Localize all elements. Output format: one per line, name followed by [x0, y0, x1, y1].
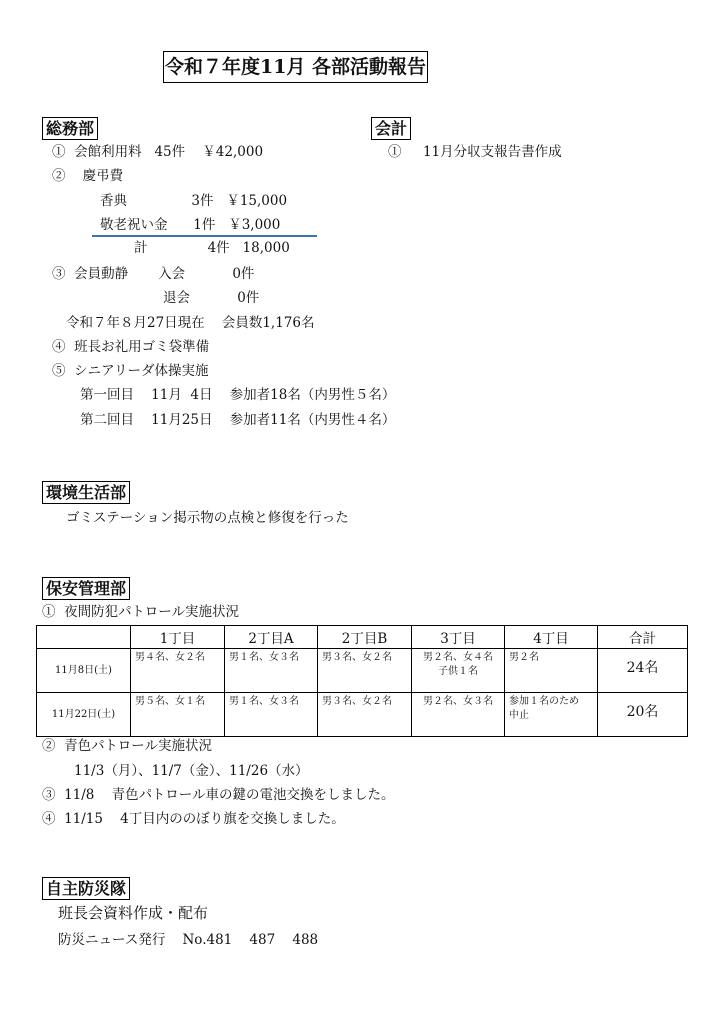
header-cell: 1丁目: [131, 626, 225, 649]
cell-line: 男２名、女３名: [423, 696, 493, 707]
total-cell: 20名: [598, 693, 688, 737]
cell-line: 男２名: [509, 652, 539, 663]
keirou-line: 敬老祝い金 1件 ￥3,000: [100, 217, 281, 233]
page-title: 令和７年度11月 各部活動報告: [163, 51, 428, 83]
cell-line: 中止: [509, 710, 529, 721]
round2-line: 第二回目 11月25日 参加者11名（内男性４名）: [80, 412, 396, 428]
date-cell: 11月8日(土): [37, 649, 131, 693]
header-cell: [37, 626, 131, 649]
table-cell: [412, 693, 505, 737]
section-heading-kaikei: 会計: [371, 117, 411, 140]
exercise-line: ⑤ シニアリーダ体操実施: [52, 363, 209, 379]
members-in-line: ③ 会員動静 入会 0件: [52, 266, 255, 282]
cell-line: 子供１名: [438, 666, 478, 677]
blue-patrol-dates: 11/3（月）、11/7（金）、11/26（水）: [74, 763, 309, 779]
member-count-line: 令和７年８月27日現在 会員数1,176名: [66, 315, 315, 331]
header-cell: 合計: [598, 626, 688, 649]
table-cell: 男４名、女２名: [131, 649, 225, 693]
total-cell: 24名: [598, 649, 688, 693]
header-cell: 2丁目B: [318, 626, 412, 649]
header-cell: 3丁目: [412, 626, 505, 649]
hall-fee-line: ① 会館利用料 45件 ￥42,000: [52, 144, 264, 160]
section-heading-bousai: 自主防災隊: [42, 877, 130, 900]
table-cell: 男３名、女２名: [318, 649, 412, 693]
table-header-row: [37, 626, 688, 649]
header-cell: 4丁目: [505, 626, 598, 649]
table-row: [37, 693, 688, 737]
total-line: 計 4件 18,000: [134, 240, 290, 256]
battery-line: ③ 11/8 青色パトロール車の鍵の電池交換をしました。: [42, 787, 395, 803]
table-cell: [505, 649, 598, 693]
bousai-line1: 班長会資料作成・配布: [58, 904, 209, 922]
kaikei-item: ① 11月分収支報告書作成: [388, 144, 562, 160]
table-cell: 男１名、女３名: [225, 693, 318, 737]
gomi-line: ④ 班長お礼用ゴミ袋準備: [52, 339, 210, 355]
section-heading-kankyo: 環境生活部: [42, 481, 130, 504]
table-cell: [505, 693, 598, 737]
table-row: [37, 649, 688, 693]
section-heading-soumu: 総務部: [42, 117, 98, 140]
cell-line: 男２名、女４名: [423, 652, 493, 663]
blue-patrol-title: ② 青色パトロール実施状況: [42, 738, 213, 754]
table-cell: [412, 649, 505, 693]
members-out-line: 退会 0件: [163, 290, 260, 306]
date-cell: 11月22日(土): [37, 693, 131, 737]
underline-mark: [92, 235, 317, 237]
patrol-table: [36, 625, 688, 737]
kankyo-text: ゴミステーション掲示物の点検と修復を行った: [66, 510, 349, 526]
patrol-title: ① 夜間防犯パトロール実施状況: [42, 604, 240, 620]
condolence-line: ② 慶弔費: [52, 168, 124, 184]
cell-line: 参加１名のため: [509, 696, 579, 707]
table-cell: 男５名、女１名: [131, 693, 225, 737]
bousai-line2: 防災ニュース発行 No.481 487 488: [58, 932, 319, 948]
table-cell: 男１名、女３名: [225, 649, 318, 693]
section-heading-hoan: 保安管理部: [42, 577, 130, 600]
kouden-line: 香典 3件 ￥15,000: [100, 193, 288, 209]
flags-line: ④ 11/15 4丁目内ののぼり旗を交換しました。: [42, 811, 345, 827]
header-cell: 2丁目A: [225, 626, 318, 649]
round1-line: 第一回目 11月 4日 参加者18名（内男性５名）: [80, 387, 396, 403]
table-cell: 男３名、女２名: [318, 693, 412, 737]
